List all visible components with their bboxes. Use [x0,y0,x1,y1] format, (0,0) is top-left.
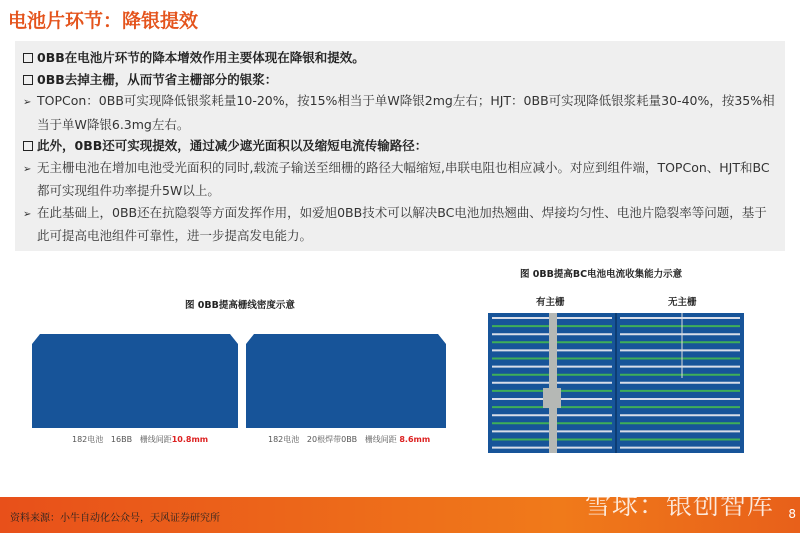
fig1-left-sub [72,434,208,445]
fig2-left-label: 有主栅 [536,297,565,308]
heading-text: 此外，0BB还可实现提效，通过减少遮光面积以及缩短电流传输路径： [37,138,428,153]
bc-cell-diagram [488,313,744,453]
t: 10.8mm [171,435,209,444]
t: 栅线间距 [139,435,172,444]
t: 182电池 [268,435,300,444]
summary-box [15,41,785,251]
heading-2 [23,69,777,91]
t: 182电池 [72,435,104,444]
fig2-right-label: 无主栅 [668,297,697,308]
heading-1 [23,47,777,69]
square-bullet-icon [23,53,33,63]
cell-16bb-image [32,334,238,428]
heading-text: 0BB在电池片环节的降本增效作用主要体现在降银和提效。 [37,50,365,65]
square-bullet-icon [23,75,33,85]
fig1-right-sub [268,434,430,445]
footer-bar [0,491,800,533]
square-bullet-icon [23,141,33,151]
t: 8.6mm [399,435,431,444]
bullet-item: ➢ TOPCon：0BB可实现降低银浆耗量10-20%，按15%相当于单W降银2mg左右；HJT：0BB可实现降低银浆耗量30-40%，按35%相当于单W降银6.3mg左右。 [23,90,777,135]
t: 栅线间距 [364,435,397,444]
heading-text: 0BB去掉主栅，从而节省主栅部分的银浆： [37,71,278,87]
fig2-caption: 图 0BB提高BC电池电流收集能力示意 [520,269,683,280]
heading-3 [23,135,777,157]
page-title: 电池片环节：降银提效 [8,10,199,32]
fig1-caption: 图 0BB提高栅线密度示意 [185,300,295,311]
page-number: 8 [788,507,796,521]
watermark: 雪球：银创智库 [585,491,775,521]
t: 20根焊带0BB [306,435,358,444]
source-text: 资料来源：小牛自动化公众号，天风证券研究所 [10,513,220,524]
bullet-item: ➢ 在此基础上，0BB还在抗隐裂等方面发挥作用，如爱旭0BB技术可以解决BC电池加热翘曲、焊接均匀性、电池片隐裂率等问题，基于此可提高电池组件可靠性，进一步提高发电能力。 [23,202,777,247]
t: 16BB [110,435,133,444]
bullet-item: ➢ 无主栅电池在增加电池受光面积的同时,载流子输送至细栅的路径大幅缩短,串联电阻也相应减小。对应到组件端，TOPCon、HJT和BC都可实现组件功率提升5W以上。 [23,157,777,202]
cell-0bb-image [246,334,446,428]
